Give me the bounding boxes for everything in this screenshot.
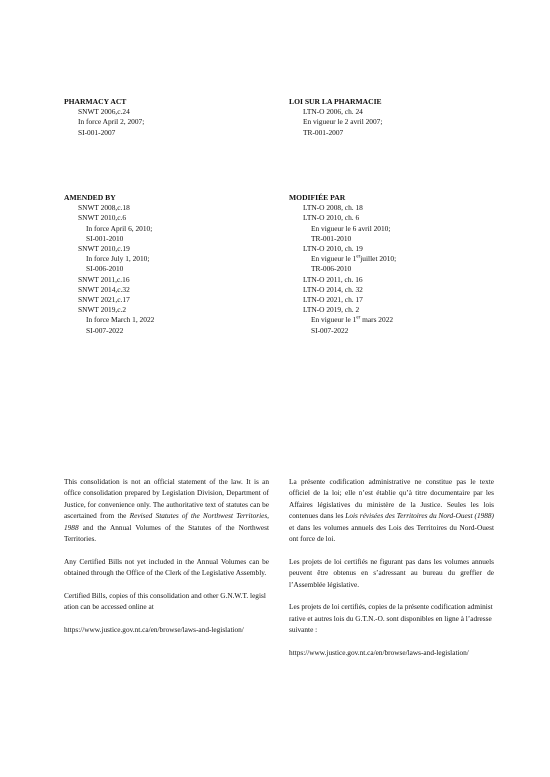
amended-by-block-fr (289, 193, 494, 336)
amendment-list (64, 203, 269, 336)
consolidation-notes-en (64, 476, 269, 647)
amendment-detail: In force April 6, 2010; (86, 223, 153, 233)
act-in-force: En vigueur le 2 avril 2007; (303, 117, 383, 127)
amendment-citation: SNWT 2011,c.16 (78, 274, 130, 284)
amendment-citation: LTN-O 2021, ch. 17 (303, 295, 363, 305)
amendment-detail: TR-006-2010 (311, 264, 352, 274)
act-si-number: SI-001-2007 (78, 127, 116, 137)
amendment-detail: SI-001-2010 (86, 233, 124, 243)
amendment-detail: En vigueur le 6 avril 2010; (311, 223, 391, 233)
note-text: La présente codification administrative ne constitue pas le texte officiel de la loi; elle n’est établie qu’à titre documentaire par les Affaires législatives du ministère de la Justice. Seules les lois contenues dans les (289, 477, 494, 521)
act-si-number: TR-001-2007 (303, 127, 344, 137)
amendment-detail: TR-001-2010 (311, 233, 352, 243)
certified-bills-note: Les projets de loi certifiés ne figurant pas dans les volumes annuels peuvent être obtenus en s’adressant au bureau du greffier de l’Assemblée législative. (289, 556, 494, 589)
amendment-citation: LTN-O 2014, ch. 32 (303, 284, 363, 294)
official-statement-note (64, 476, 269, 544)
justice-url-link[interactable]: https://www.justice.gov.nt.ca/en/browse/laws-and-legislation/ (64, 625, 244, 635)
amendment-citation: LTN-O 2010, ch. 6 (303, 213, 360, 223)
amended-by-block-en (64, 193, 269, 336)
revised-statutes-title: Revised Statutes of the Northwest Territories, 1988 (64, 511, 269, 532)
amendment-citation: LTN-O 2019, ch. 2 (303, 305, 360, 315)
act-title: PHARMACY ACT (64, 97, 127, 106)
amendment-detail: En vigueur le 1er mars 2022 (311, 315, 394, 325)
note-text: and the Annual Volumes of the Statutes of the Northwest Territories. (64, 522, 269, 544)
note-text: This consolidation is not an official statement of the law. It is an office consolidation prepared by Legislation Division, Department of Justice, for convenience only. The authoritative text of statutes can be ascertained from the (64, 477, 269, 521)
amendment-detail: SI-007-2022 (86, 325, 124, 335)
revised-statutes-title: Lois révisées des Territoires du Nord-Ouest (1988) (345, 511, 494, 521)
act-title: LOI SUR LA PHARMACIE (289, 97, 382, 106)
act-citation: SNWT 2006,c.24 (78, 107, 130, 117)
amendment-detail: SI-007-2022 (311, 325, 349, 335)
amendment-citation: SNWT 2010,c.6 (78, 213, 127, 223)
act-title-block-en (64, 97, 269, 138)
amendment-detail: SI-006-2010 (86, 264, 124, 274)
online-access-note: Certified Bills, copies of this consolidation and other G.N.W.T. legislation can be accessed online at (64, 591, 266, 612)
amendment-citation: LTN-O 2011, ch. 16 (303, 274, 363, 284)
amendment-detail: In force July 1, 2010; (86, 254, 150, 264)
online-access-note: Les projets de loi certifiés, copies de la présente codification administrative et autres lois du G.T.N.-O. sont disponibles en ligne à l’adresse suivante : (289, 602, 493, 635)
act-title-block-fr (289, 97, 494, 138)
amendment-citation: SNWT 2014,c.32 (78, 284, 130, 294)
amendment-citation: LTN-O 2008, ch. 18 (303, 203, 363, 213)
act-in-force: In force April 2, 2007; (78, 117, 145, 127)
amendment-citation: SNWT 2008,c.18 (78, 203, 130, 213)
note-text: et dans les volumes annuels des Lois des Territoires du Nord-Ouest ont force de loi. (289, 522, 494, 544)
amendment-detail: En vigueur le 1erjuillet 2010; (311, 254, 397, 264)
amendment-citation: SNWT 2021,c.17 (78, 295, 130, 305)
amendment-citation: LTN-O 2010, ch. 19 (303, 244, 363, 254)
amendment-detail: In force March 1, 2022 (86, 315, 155, 325)
act-citation: LTN-O 2006, ch. 24 (303, 107, 363, 117)
amendment-citation: SNWT 2019,c.2 (78, 305, 127, 315)
certified-bills-note: Any Certified Bills not yet included in the Annual Volumes can be obtained through the Office of the Clerk of the Legislative Assembly. (64, 556, 269, 578)
amended-heading: MODIFIÉE PAR (289, 193, 346, 202)
official-statement-note (289, 476, 494, 544)
consolidation-notes-fr (289, 476, 494, 670)
amendment-list (289, 203, 494, 336)
amended-heading: AMENDED BY (64, 193, 116, 202)
justice-url-link[interactable]: https://www.justice.gov.nt.ca/en/browse/laws-and-legislation/ (289, 648, 469, 658)
amendment-citation: SNWT 2010,c.19 (78, 244, 130, 254)
